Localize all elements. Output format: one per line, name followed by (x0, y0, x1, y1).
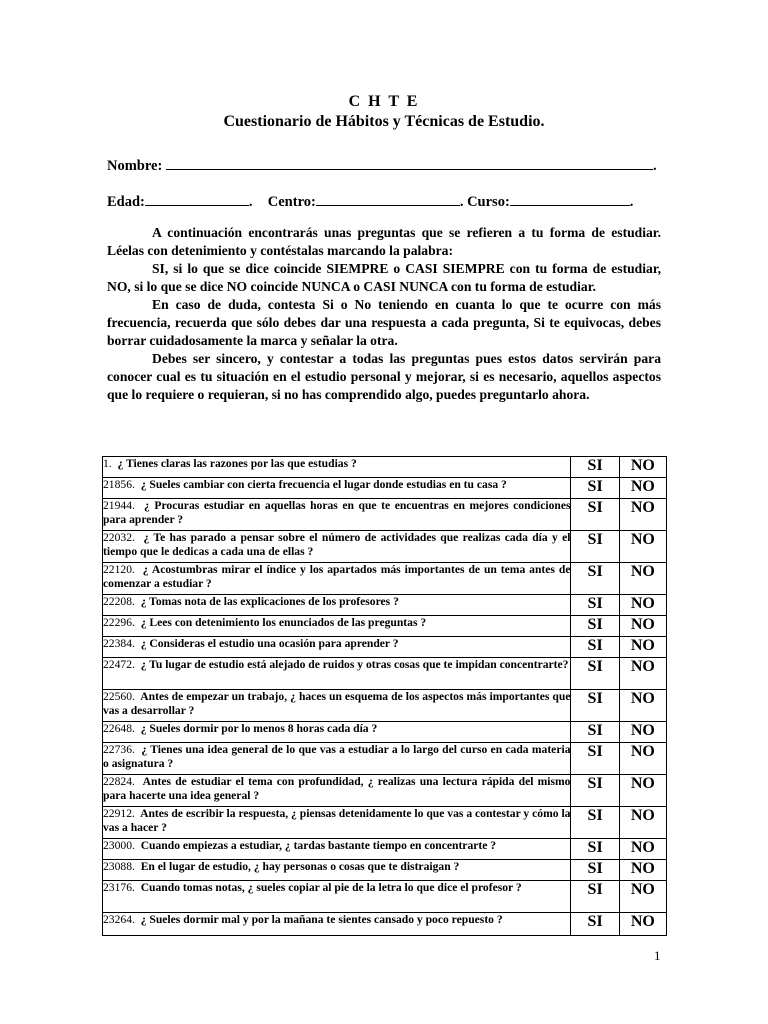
question-row (103, 722, 667, 743)
question-text: Antes de empezar un trabajo, ¿ haces un esquema de los aspectos más importantes que vas a desarrollar ? (103, 690, 571, 717)
answer-no[interactable]: NO (619, 499, 666, 531)
nombre-row (107, 155, 657, 175)
question-number: 23264. (103, 913, 135, 926)
question-text-cell (103, 860, 571, 881)
question-number: 1. (103, 457, 112, 470)
answer-no[interactable]: NO (619, 881, 666, 913)
answer-si[interactable]: SI (571, 913, 619, 936)
answer-si[interactable]: SI (571, 658, 619, 690)
question-text: ¿ Sueles dormir mal y por la mañana te sientes cansado y poco repuesto ? (140, 913, 503, 926)
instructions-paragraph: SI, si lo que se dice coincide SIEMPRE o CASI SIEMPRE con tu forma de estudiar, NO, si lo que se dice NO coincide NUNCA o CASI NUNCA con tu forma de estudiar. (107, 261, 661, 294)
question-number: 22824. (103, 775, 135, 788)
question-text-cell (103, 690, 571, 722)
question-text-cell (103, 807, 571, 839)
question-row (103, 743, 667, 775)
question-text-cell (103, 637, 571, 658)
question-text-cell (103, 563, 571, 595)
answer-si[interactable]: SI (571, 595, 619, 616)
question-text: Cuando empiezas a estudiar, ¿ tardas bastante tiempo en concentrarte ? (140, 839, 497, 852)
answer-no[interactable]: NO (619, 913, 666, 936)
centro-dot: . (459, 194, 464, 210)
page-number: 1 (654, 948, 661, 963)
answer-si[interactable]: SI (571, 457, 619, 478)
question-text-cell (103, 743, 571, 775)
answer-si[interactable]: SI (571, 499, 619, 531)
question-text: ¿ Te has parado a pensar sobre el número de actividades que realizas cada día y el tiempo que le dedicas a cada una de ellas ? (103, 531, 571, 558)
question-text-cell (103, 595, 571, 616)
answer-no[interactable]: NO (619, 722, 666, 743)
nombre-dot: . (652, 158, 657, 174)
answer-si[interactable]: SI (571, 637, 619, 658)
question-number: 22120. (103, 563, 135, 576)
question-number: 23088. (103, 860, 135, 873)
question-row (103, 563, 667, 595)
answer-si[interactable]: SI (571, 616, 619, 637)
answer-no[interactable]: NO (619, 616, 666, 637)
question-row (103, 775, 667, 807)
question-text-cell (103, 722, 571, 743)
instructions-paragraph: A continuación encontrarás unas preguntas que se refieren a tu forma de estudiar. Léelas con detenimiento y contéstalas marcando la palabra: (107, 225, 661, 258)
answer-si[interactable]: SI (571, 478, 619, 499)
curso-label: Curso: (467, 194, 510, 210)
answer-no[interactable]: NO (619, 563, 666, 595)
answer-si[interactable]: SI (571, 722, 619, 743)
answer-no[interactable]: NO (619, 743, 666, 775)
centro-label: Centro: (267, 194, 316, 210)
answer-si[interactable]: SI (571, 775, 619, 807)
question-text-cell (103, 499, 571, 531)
question-text: ¿ Tu lugar de estudio está alejado de ruidos y otras cosas que te impidan concentrarte? (140, 658, 569, 671)
question-text: ¿ Sueles dormir por lo menos 8 horas cada día ? (140, 722, 378, 735)
nombre-field[interactable] (166, 155, 653, 170)
question-text-cell (103, 881, 571, 913)
answer-si[interactable]: SI (571, 860, 619, 881)
question-number: 22296. (103, 616, 135, 629)
answer-si[interactable]: SI (571, 743, 619, 775)
answer-si[interactable]: SI (571, 881, 619, 913)
question-row (103, 478, 667, 499)
question-text: ¿ Sueles cambiar con cierta frecuencia el lugar donde estudias en tu casa ? (140, 478, 507, 491)
question-row (103, 807, 667, 839)
question-number: 21856. (103, 478, 135, 491)
questionnaire-title: Cuestionario de Hábitos y Técnicas de Estudio. (223, 113, 545, 130)
answer-no[interactable]: NO (619, 807, 666, 839)
question-text-cell (103, 839, 571, 860)
answer-si[interactable]: SI (571, 563, 619, 595)
instructions-paragraph: Debes ser sincero, y contestar a todas las preguntas pues estos datos servirán para conocer cual es tu situación en el estudio personal y mejorar, si es necesario, aquellos aspectos que lo requiere o requieran, si no has comprendido algo, puedes preguntarlo ahora. (107, 351, 661, 402)
question-number: 22648. (103, 722, 135, 735)
question-text: Cuando tomas notas, ¿ sueles copiar al pie de la letra lo que dice el profesor ? (140, 881, 522, 894)
answer-no[interactable]: NO (619, 637, 666, 658)
answer-no[interactable]: NO (619, 457, 666, 478)
question-text: ¿ Tomas nota de las explicaciones de los profesores ? (140, 595, 399, 608)
nombre-label: Nombre: (107, 158, 163, 174)
question-row (103, 457, 667, 478)
question-number: 22560. (103, 690, 135, 703)
centro-field[interactable] (316, 191, 460, 206)
answer-no[interactable]: NO (619, 690, 666, 722)
questionnaire-acronym: C H T E (348, 93, 420, 110)
question-text: ¿ Tienes claras las razones por las que estudias ? (117, 457, 357, 470)
answer-no[interactable]: NO (619, 658, 666, 690)
questions-table (102, 456, 667, 936)
question-number: 23000. (103, 839, 135, 852)
answer-si[interactable]: SI (571, 531, 619, 563)
answer-no[interactable]: NO (619, 531, 666, 563)
question-text: Antes de escribir la respuesta, ¿ piensas detenidamente lo que vas a contestar y cómo la vas a hacer ? (103, 807, 571, 834)
question-number: 22736. (103, 743, 135, 756)
answer-si[interactable]: SI (571, 807, 619, 839)
question-text: ¿ Lees con detenimiento los enunciados de las preguntas ? (140, 616, 427, 629)
question-number: 22912. (103, 807, 135, 820)
question-row (103, 595, 667, 616)
question-row (103, 616, 667, 637)
question-row (103, 658, 667, 690)
question-number: 22384. (103, 637, 135, 650)
question-row (103, 499, 667, 531)
question-number: 22472. (103, 658, 135, 671)
question-row (103, 690, 667, 722)
question-text-cell (103, 478, 571, 499)
question-text: Antes de estudiar el tema con profundidad, ¿ realizas una lectura rápida del mismo para hacerte una idea general ? (103, 775, 571, 802)
edad-dot: . (248, 194, 253, 210)
curso-dot: . (629, 194, 634, 210)
question-text: ¿ Consideras el estudio una ocasión para aprender ? (140, 637, 399, 650)
question-text-cell (103, 913, 571, 936)
question-row (103, 839, 667, 860)
question-text-cell (103, 531, 571, 563)
answer-no[interactable]: NO (619, 595, 666, 616)
answer-no[interactable]: NO (619, 839, 666, 860)
question-text: ¿ Procuras estudiar en aquellas horas en que te encuentras en mejores condiciones para aprender ? (103, 499, 571, 526)
question-row (103, 913, 667, 936)
question-text-cell (103, 658, 571, 690)
instructions (107, 224, 661, 404)
answer-no[interactable]: NO (619, 860, 666, 881)
question-row (103, 531, 667, 563)
question-row (103, 637, 667, 658)
answer-no[interactable]: NO (619, 775, 666, 807)
question-text: En el lugar de estudio, ¿ hay personas o cosas que te distraigan ? (140, 860, 460, 873)
answer-no[interactable]: NO (619, 478, 666, 499)
question-number: 22032. (103, 531, 135, 544)
answer-si[interactable]: SI (571, 690, 619, 722)
question-text: ¿ Acostumbras mirar el índice y los apartados más importantes de un tema antes de comenzar a estudiar ? (103, 563, 571, 590)
edad-centro-curso-row (107, 191, 633, 211)
question-text-cell (103, 775, 571, 807)
question-number: 22208. (103, 595, 135, 608)
question-row (103, 881, 667, 913)
edad-field[interactable] (145, 191, 249, 206)
question-text-cell (103, 616, 571, 637)
question-number: 21944. (103, 499, 135, 512)
instructions-paragraph: En caso de duda, contesta Si o No teniendo en cuanta lo que te ocurre con más frecuencia, recuerda que sólo debes dar una respuesta a cada pregunta, Si te equivocas, debes borrar cuidadosamente la marca y señalar la otra. (107, 297, 661, 348)
answer-si[interactable]: SI (571, 839, 619, 860)
question-row (103, 860, 667, 881)
edad-label: Edad: (107, 194, 145, 210)
question-number: 23176. (103, 881, 135, 894)
question-text: ¿ Tienes una idea general de lo que vas a estudiar a lo largo del curso en cada materia o asignatura ? (103, 743, 571, 770)
curso-field[interactable] (510, 191, 630, 206)
question-text-cell (103, 457, 571, 478)
